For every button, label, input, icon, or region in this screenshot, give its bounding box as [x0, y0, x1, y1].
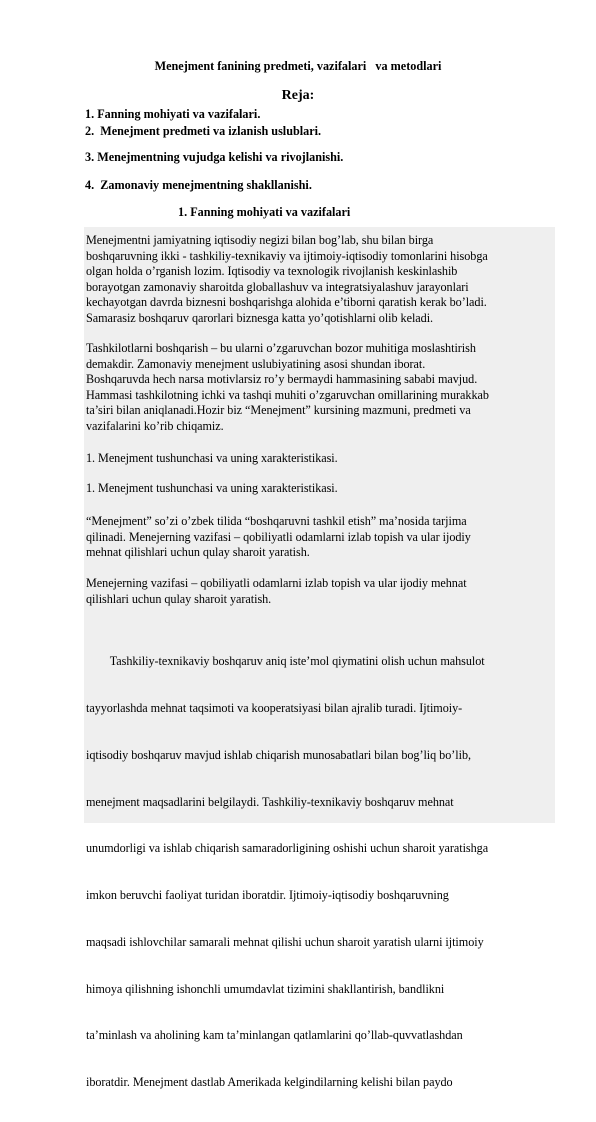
paragraph-2 — [86, 341, 554, 435]
paragraph-line: Boshqaruvda hech narsa motivlarsiz ro’y bermaydi hammasining sababi mavjud. — [86, 372, 478, 387]
section-heading: 1. Fanning mohiyati va vazifalari — [178, 205, 351, 219]
outline-item-3: 3. Menejmentning vujudga kelishi va rivojlanishi. — [85, 150, 344, 164]
paragraph-line: tayyorlashda mehnat taqsimoti va kooperatsiyasi bilan ajralib turadi. Ijtimoiy- — [86, 700, 463, 715]
paragraph-line: maqsadi ishlovchilar samarali mehnat qilishi uchun sharoit yaratish ularni ijtimoiy — [86, 934, 484, 949]
paragraph-3 — [86, 451, 554, 467]
paragraph-4 — [86, 481, 554, 497]
document-title: Menejment fanining predmeti, vazifalari va metodlari — [154, 59, 442, 73]
outline-heading: Reja: — [281, 88, 315, 103]
paragraph-7 — [86, 623, 554, 1122]
paragraph-line: qilinadi. Menejerning vazifasi – qobiliyatli odamlarni izlab topish va ular ijodiy — [86, 529, 471, 544]
paragraph-line: Tashkilotlarni boshqarish – bu ularni o’zgaruvchan bozor muhitiga moslashtirish — [86, 341, 476, 355]
paragraph-line: iboratdir. Menejment dastlab Amerikada kelgindilarning kelishi bilan paydo — [86, 1075, 453, 1090]
outline-item-2: 2. Menejment predmeti va izlanish uslublari. — [85, 124, 322, 138]
paragraph-line: demakdir. Zamonaviy menejment uslubiyatining asosi shundan iborat. — [86, 356, 426, 371]
paragraph-line: “Menejment” so’zi o’zbek tilida “boshqaruvni tashkil etish” ma’nosida tarjima — [86, 514, 467, 528]
paragraph-line: menejment maqsadlarini belgilaydi. Tashkiliy-texnikaviy boshqaruv mehnat — [86, 794, 454, 809]
paragraph-line: mehnat qilishlari uchun qulay sharoit yaratish. — [86, 545, 310, 560]
paragraph-line: imkon beruvchi faoliyat turidan iboratdir. Ijtimoiy-iqtisodiy boshqaruvning — [86, 888, 449, 903]
paragraph-line: olgan holda o’rganish lozim. Iqtisodiy va texnologik rivojlanish keskinlashib — [86, 264, 458, 279]
paragraph-5 — [86, 514, 554, 561]
paragraph-line: qilishlari uchun qulay sharoit yaratish. — [86, 591, 272, 606]
outline-item-1: 1. Fanning mohiyati va vazifalari. — [85, 107, 261, 121]
paragraph-line: 1. Menejment tushunchasi va uning xarakteristikasi. — [86, 481, 338, 495]
paragraph-6 — [86, 576, 554, 607]
paragraph-line: Tashkiliy-texnikaviy boshqaruv aniq iste’mol qiymatini olish uchun mahsulot — [86, 654, 485, 669]
paragraph-line: Samarasiz boshqaruv qarorlari biznesga katta yo’qotishlarni olib keladi. — [86, 310, 434, 325]
outline-item-4: 4. Zamonaviy menejmentning shakllanishi. — [85, 178, 312, 192]
paragraph-line: Hammasi tashkilotning ichki va tashqi muhiti o’zgaruvchan omillarining murakkab — [86, 387, 489, 402]
paragraph-line: Menejmentni jamiyatning iqtisodiy negizi bilan bog’lab, shu bilan birga — [86, 233, 434, 247]
paragraph-line: ta’minlash va aholining kam ta’minlangan qatlamlarini qo’llab-quvvatlashdan — [86, 1028, 463, 1043]
paragraph-line: boshqaruvning ikki - tashkiliy-texnikaviy va ijtimoiy-iqtisodiy tomonlarini hisobga — [86, 248, 488, 263]
paragraph-line: vazifalarini ko’rib chiqamiz. — [86, 418, 224, 433]
paragraph-1 — [86, 233, 554, 327]
paragraph-line: Menejerning vazifasi – qobiliyatli odamlarni izlab topish va ular ijodiy mehnat — [86, 576, 467, 590]
paragraph-line: iqtisodiy boshqaruv mavjud ishlab chiqarish munosabatlari bilan bog’liq bo’lib, — [86, 747, 471, 762]
paragraph-line: kechayotgan davrda biznesni boshqarishga alohida e’tiborni qaratish kerak bo’ladi. — [86, 295, 487, 310]
paragraph-line: borayotgan zamonaviy sharoitda globallashuv va integratsiyalashuv jarayonlari — [86, 279, 469, 294]
paragraph-line: himoya qilishning ishonchli umumdavlat tizimini shakllantirish, bandlikni — [86, 981, 445, 996]
paragraph-line: ta’siri bilan aniqlanadi.Hozir biz “Menejment” kursining mazmuni, predmeti va — [86, 403, 471, 418]
paragraph-line: unumdorligi va ishlab chiqarish samaradorligining oshishi uchun sharoit yaratishga — [86, 841, 489, 856]
paragraph-line: 1. Menejment tushunchasi va uning xarakteristikasi. — [86, 451, 338, 465]
